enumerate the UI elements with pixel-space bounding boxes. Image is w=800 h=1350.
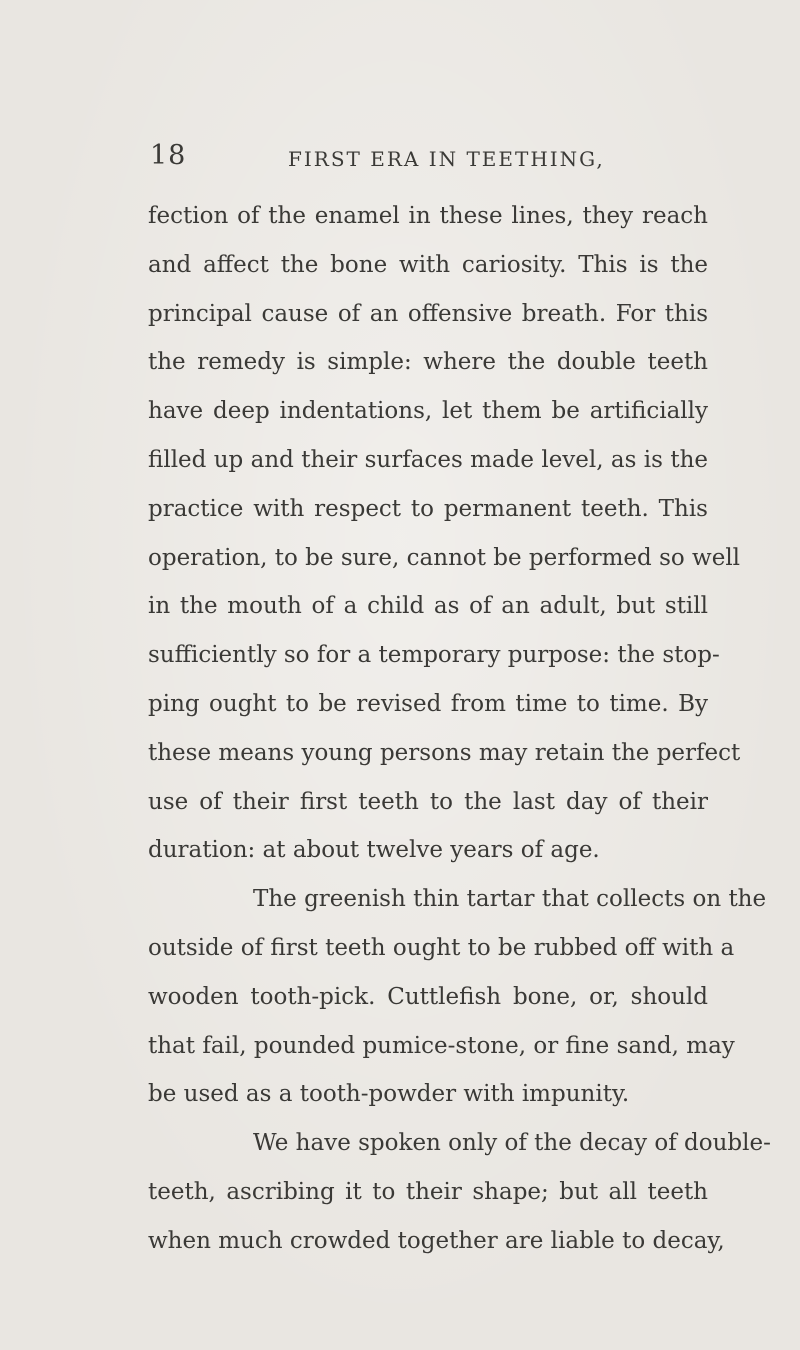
page-number: 18 [150, 140, 187, 171]
text-line: be used as a tooth-powder with impunity. [148, 1081, 630, 1108]
text-line: filled up and their surfaces made level, as is the [148, 446, 708, 473]
text-line: We have spoken only of the decay of double- [253, 1130, 771, 1157]
text-line: when much crowded together are liable to decay, [148, 1227, 725, 1254]
text-line: fection of the enamel in these lines, they reach [148, 203, 708, 229]
page-header [150, 140, 710, 180]
text-line: the remedy is simple: where the double teeth [148, 349, 708, 376]
text-line: use of their first teeth to the last day of their [148, 788, 708, 815]
text-line: these means young persons may retain the perfect [148, 739, 741, 766]
text-line: teeth, ascribing it to their shape; but all teeth [148, 1178, 708, 1205]
text-line: ping ought to be revised from time to time. By [148, 690, 708, 717]
text-line: that fail, pounded pumice-stone, or fine sand, may [148, 1032, 735, 1059]
paragraph [148, 875, 767, 1119]
paragraph [148, 1119, 771, 1265]
text-line: principal cause of an offensive breath. For this [148, 300, 708, 327]
text-line: outside of first teeth ought to be rubbed off with a [148, 934, 735, 961]
text-line: operation, to be sure, cannot be performed so well [148, 544, 741, 571]
text-line: wooden tooth-pick. Cuttlefish bone, or, should [148, 983, 708, 1010]
text-line: practice with respect to permanent teeth. This [148, 495, 708, 522]
text-line: and affect the bone with cariosity. This is the [148, 251, 708, 278]
text-line: have deep indentations, let them be artificially [148, 398, 708, 425]
body-text [148, 192, 771, 1266]
running-head: FIRST ERA IN TEETHING, [288, 147, 605, 171]
text-line: sufficiently so for a temporary purpose: the stop- [148, 642, 720, 669]
text-line: duration: at about twelve years of age. [148, 837, 600, 864]
text-line: The greenish thin tartar that collects on the [253, 886, 767, 913]
paragraph [148, 192, 741, 875]
text-line: in the mouth of a child as of an adult, but still [148, 593, 708, 620]
